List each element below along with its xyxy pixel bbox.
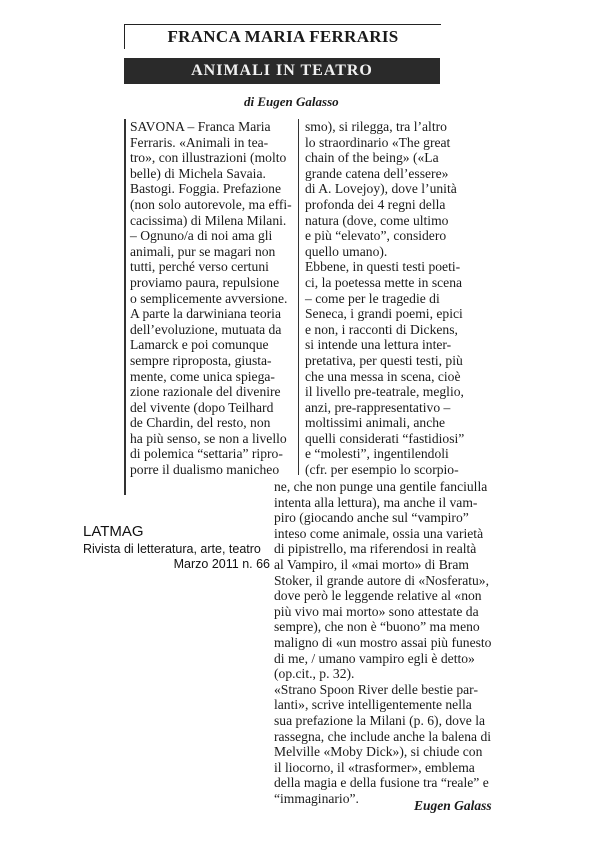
text-line: (cfr. per esempio lo scorpio- — [305, 462, 459, 478]
text-line: lo straordinario «The great — [305, 134, 451, 150]
source-block — [83, 523, 270, 572]
text-line: di pipistrello, ma riferendosi in realtà — [274, 541, 477, 557]
text-line: “immaginario”. — [274, 790, 359, 806]
text-line: Lamarck e poi comunque — [130, 337, 269, 353]
text-line: Ferraris. «Animali in tea- — [130, 134, 269, 150]
text-line: rassegna, che include anche la balena di — [274, 728, 492, 744]
text-line: profonda dei 4 regni della — [305, 196, 446, 212]
text-line: dell’evoluzione, mutuata da — [130, 321, 282, 337]
text-line: ha più senso, se non a livello — [130, 430, 287, 446]
text-line: sua prefazione la Milani (p. 6), dove la — [274, 712, 486, 728]
text-line: porre il dualismo manicheo — [130, 462, 280, 478]
text-line: piro (giocando anche sul “vampiro” — [274, 510, 469, 526]
text-line: anzi, pre-rappresentativo – — [305, 399, 451, 415]
text-line: Melville «Moby Dick»), si chiude con — [274, 744, 483, 760]
text-line: quelli considerati “fastidiosi” — [305, 430, 465, 446]
text-line: smo), si rilegga, tra l’altro — [305, 119, 447, 134]
text-line: mente, come unica spiega- — [130, 368, 275, 384]
text-line: A parte la darwiniana teoria — [130, 306, 281, 322]
text-line: si intende una lettura inter- — [305, 337, 452, 353]
text-line: chain of the being» («La — [305, 150, 439, 166]
column-divider — [298, 119, 299, 475]
byline: di Eugen Galasso — [244, 94, 339, 109]
left-rule — [124, 119, 126, 495]
text-line: (non solo autorevole, ma effi- — [130, 196, 292, 212]
column-1 — [130, 119, 296, 478]
text-line: belle) di Michela Savaia. — [130, 165, 266, 181]
text-line: della magia e della fusione tra “reale” e — [274, 775, 489, 791]
text-line: sempre), che non è “buono” ma meno — [274, 619, 480, 635]
text-line: lanti», scrive intelligentemente nella — [274, 697, 472, 713]
text-line: tutti, perché verso certuni — [130, 259, 269, 275]
text-line: inteso come animale, ossia una varietà — [274, 525, 484, 541]
text-line: – come per le tragedie di — [305, 290, 440, 306]
text-line: al Vampiro, il «mai morto» di Bram — [274, 556, 469, 572]
text-line: sempre riproposta, giusta- — [130, 352, 272, 368]
text-line: tro», con illustrazioni (molto — [130, 150, 287, 166]
text-line: ne, che non punge una gentile fanciulla — [274, 479, 488, 494]
text-line: dove però le leggende relative al «non — [274, 588, 482, 604]
text-line: ci, la poetessa mette in scena — [305, 274, 463, 290]
magazine-subtitle: Rivista di letteratura, arte, teatro — [83, 542, 261, 556]
text-line: animali, pur se magari non — [130, 243, 276, 259]
magazine-name: LATMAG — [83, 523, 144, 540]
text-line: quello umano). — [305, 243, 388, 259]
text-line: e “molesti”, ingentilendoli — [305, 446, 449, 462]
text-line: più vivo mai morto» sono attestate da — [274, 603, 479, 619]
text-line: e più “elevato”, considero — [305, 228, 447, 244]
text-line: – Ognuno/a di noi ama gli — [130, 228, 273, 244]
magazine-issue: Marzo 2011 n. 66 — [173, 557, 270, 571]
text-line: Seneca, i grandi poemi, epici — [305, 306, 463, 322]
column-2 — [305, 119, 465, 478]
text-line: il liocorno, il «trasformer», emblema — [274, 759, 475, 775]
column-3 — [274, 479, 510, 806]
text-line: o semplicemente avversione. — [130, 290, 288, 306]
author-signature: Eugen Galass — [414, 798, 492, 813]
text-line: moltissimi animali, anche — [305, 415, 446, 431]
text-line: Bastogi. Foggia. Prefazione — [130, 181, 282, 197]
text-line: (op.cit., p. 32). — [274, 666, 355, 682]
text-line: intenta alla lettura), ma anche il vam- — [274, 494, 478, 510]
text-line: e non, i racconti di Dickens, — [305, 321, 458, 337]
text-line: zione razionale del divenire — [130, 384, 281, 400]
text-line: il livello pre-teatrale, meglio, — [305, 384, 464, 400]
text-line: de Chardin, del resto, non — [130, 415, 271, 431]
text-line: pretativa, per questi testi, più — [305, 352, 463, 368]
text-line: del vivente (dopo Teilhard — [130, 399, 274, 415]
text-line: cacissima) di Milena Milani. — [130, 212, 287, 228]
text-line: proviamo paura, repulsione — [130, 274, 280, 290]
text-line: maligno di «un mostro assai più funesto — [274, 634, 492, 650]
article-title: ANIMALI IN TEATRO — [124, 58, 440, 84]
text-line: che una messa in scena, cioè — [305, 368, 461, 384]
text-line: Stoker, il grande autore di «Nosferatu», — [274, 572, 490, 588]
text-line: «Strano Spoon River delle bestie par- — [274, 681, 478, 697]
author-heading: FRANCA MARIA FERRARIS — [124, 24, 441, 49]
text-line: SAVONA – Franca Maria — [130, 119, 271, 134]
text-line: di polemica “settaria” ripro- — [130, 446, 283, 462]
text-line: natura (dove, come ultimo — [305, 212, 449, 228]
text-line: di A. Lovejoy), dove l’unità — [305, 181, 457, 197]
text-line: di me, / umano vampiro egli è detto» — [274, 650, 475, 666]
text-line: grande catena dell’essere» — [305, 165, 449, 181]
text-line: Ebbene, in questi testi poeti- — [305, 259, 461, 275]
